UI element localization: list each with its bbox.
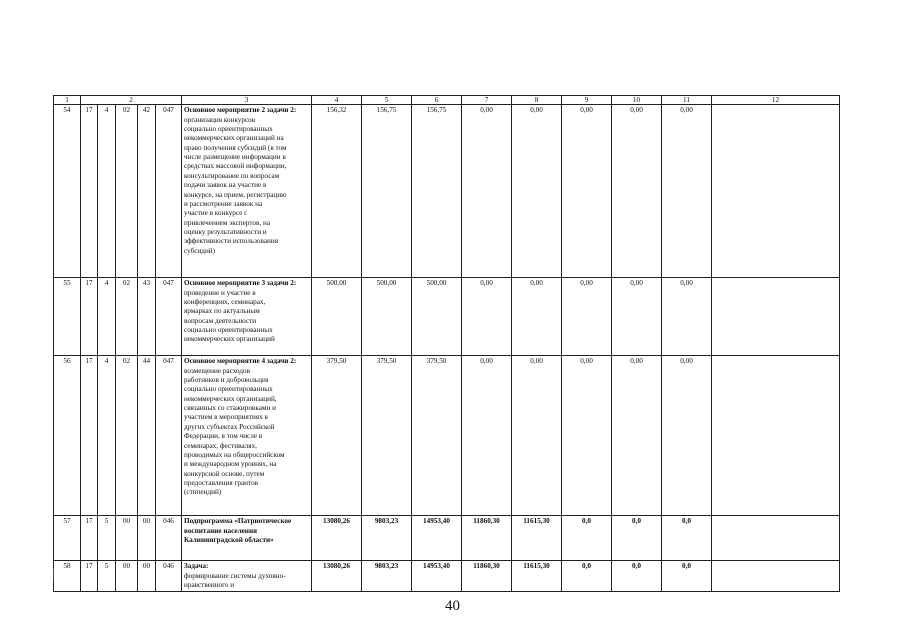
value-cell: 379,50 — [312, 356, 362, 516]
description-line: право получения субсидий (в том — [184, 143, 287, 152]
value-cell — [712, 516, 840, 561]
value-cell: 0,00 — [662, 356, 712, 516]
description-line: социально ориентированных — [184, 125, 273, 133]
value-cell: 0,00 — [512, 356, 562, 516]
value-cell: 0,00 — [562, 105, 612, 278]
value-cell: 0,00 — [462, 278, 512, 356]
description-line: консультирование по вопросам — [184, 171, 280, 180]
description-line: возмещение расходов — [184, 366, 251, 375]
description-line: некоммерческих организаций — [184, 335, 275, 344]
code-cell: 17 — [81, 278, 98, 356]
code-cell: 4 — [98, 105, 116, 278]
description-title: Основное мероприятие 2 задачи 2: — [184, 106, 297, 115]
description-line: вопросам деятельности — [184, 316, 257, 325]
value-cell — [712, 561, 840, 592]
value-cell: 11860,30 — [462, 561, 512, 592]
description-line: организация конкурсов — [184, 115, 256, 124]
value-cell: 500,00 — [312, 278, 362, 356]
value-cell: 0,0 — [612, 561, 662, 592]
description-line: и международном уровнях, на — [184, 460, 277, 469]
value-cell: 0,0 — [562, 561, 612, 592]
value-cell: 0,00 — [562, 356, 612, 516]
description-cell — [182, 561, 312, 592]
header-cell: 4 — [312, 96, 362, 105]
row-number-cell: 55 — [54, 278, 81, 356]
value-cell: 9803,23 — [362, 516, 412, 561]
header-cell: 1 — [54, 96, 81, 105]
value-cell: 156,32 — [312, 105, 362, 278]
description-title: Задача: — [184, 562, 209, 571]
row-number-cell: 57 — [54, 516, 81, 561]
description-line: подачи заявок на участие в — [184, 181, 267, 190]
code-cell: 44 — [138, 356, 156, 516]
description-line: (стипендий) — [184, 488, 222, 497]
code-cell: 17 — [81, 516, 98, 561]
row-number-cell: 58 — [54, 561, 81, 592]
value-cell: 13080,26 — [312, 516, 362, 561]
description-line: связанных со стажировками и — [184, 404, 276, 413]
table-row — [54, 278, 840, 356]
value-cell: 500,00 — [412, 278, 462, 356]
value-cell: 379,50 — [362, 356, 412, 516]
table-row — [54, 561, 840, 592]
code-cell: 00 — [138, 516, 156, 561]
value-cell — [712, 105, 840, 278]
value-cell: 0,0 — [662, 561, 712, 592]
description-cell — [182, 356, 312, 516]
value-cell: 0,00 — [662, 105, 712, 278]
header-row — [54, 96, 840, 105]
description-line: и рассмотрение заявок на — [184, 199, 263, 208]
header-cell: 2 — [81, 96, 182, 105]
page-number: 40 — [445, 598, 460, 614]
value-cell: 11860,30 — [462, 516, 512, 561]
value-cell: 14953,40 — [412, 561, 462, 592]
description-cell — [182, 105, 312, 278]
description-cell — [182, 278, 312, 356]
code-cell: 5 — [98, 516, 116, 561]
code-cell: 00 — [138, 561, 156, 592]
code-cell: 43 — [138, 278, 156, 356]
header-cell: 6 — [412, 96, 462, 105]
table-row — [54, 105, 840, 278]
code-cell: 046 — [156, 516, 182, 561]
value-cell: 0,0 — [662, 516, 712, 561]
description-line: социально ориентированных — [184, 326, 273, 335]
description-line: субсидий) — [184, 246, 216, 255]
description-line: конкурсе, на прием, регистрацию — [184, 190, 287, 199]
description-line: Федерации, в том числе в — [184, 432, 263, 441]
value-cell: 156,75 — [412, 105, 462, 278]
description-line: участием в мероприятиях в — [184, 413, 268, 422]
description-line: семинарах, фестивалях, — [184, 441, 257, 450]
description-line: оценку результативности и — [184, 227, 267, 236]
code-cell: 17 — [81, 105, 98, 278]
value-cell — [712, 356, 840, 516]
value-cell: 11615,30 — [512, 561, 562, 592]
code-cell: 4 — [98, 278, 116, 356]
value-cell: 0,00 — [612, 278, 662, 356]
value-cell: 14953,40 — [412, 516, 462, 561]
value-cell: 13080,26 — [312, 561, 362, 592]
code-cell: 02 — [116, 105, 138, 278]
description-line: числе размещение информации в — [184, 153, 286, 162]
value-cell: 0,00 — [562, 278, 612, 356]
code-cell: 047 — [156, 278, 182, 356]
value-cell: 11615,30 — [512, 516, 562, 561]
code-cell: 00 — [116, 561, 138, 592]
description-title: Основное мероприятие 4 задачи 2: — [184, 357, 297, 366]
value-cell: 0,00 — [662, 278, 712, 356]
code-cell: 047 — [156, 356, 182, 516]
code-cell: 047 — [156, 105, 182, 278]
value-cell: 0,00 — [462, 356, 512, 516]
value-cell: 9803,23 — [362, 561, 412, 592]
header-cell: 12 — [712, 96, 840, 105]
description-line: некоммерческих организаций, — [184, 394, 277, 403]
value-cell: 0,00 — [612, 105, 662, 278]
code-cell: 02 — [116, 356, 138, 516]
description-line: конкурсной основе, путем — [184, 469, 265, 478]
description-line: некоммерческих организаций на — [184, 134, 284, 143]
description-line: социально ориентированных — [184, 385, 273, 394]
description-line: средствах массовой информации, — [184, 162, 287, 171]
description-line: эффективности использования — [184, 237, 279, 246]
value-cell: 0,0 — [562, 516, 612, 561]
code-cell: 00 — [116, 516, 138, 561]
header-cell: 3 — [182, 96, 312, 105]
description-line: проведение и участие в — [184, 288, 256, 297]
code-cell: 046 — [156, 561, 182, 592]
value-cell: 500,00 — [362, 278, 412, 356]
description-line: ярмарках по актуальным — [184, 307, 260, 316]
code-cell: 02 — [116, 278, 138, 356]
row-number-cell: 56 — [54, 356, 81, 516]
code-cell: 5 — [98, 561, 116, 592]
header-cell: 11 — [662, 96, 712, 105]
table-row — [54, 356, 840, 516]
description-line: участие в конкурсе с — [184, 209, 248, 218]
header-cell: 8 — [512, 96, 562, 105]
description-line: формирование системы духовно- — [184, 571, 286, 580]
description-line: проводимых на общероссийском — [184, 450, 285, 459]
description-line: привлечением экспертов, на — [184, 218, 271, 227]
header-cell: 10 — [612, 96, 662, 105]
code-cell: 4 — [98, 356, 116, 516]
value-cell: 156,75 — [362, 105, 412, 278]
description-line: других субъектах Российской — [184, 422, 275, 431]
code-cell: 42 — [138, 105, 156, 278]
margin-mark — [53, 568, 55, 582]
description-title: Основное мероприятие 3 задачи 2: — [184, 279, 297, 288]
table-row — [54, 516, 840, 561]
description-title: Подпрограмма «Патриотическое воспитание населения Калининградской области» — [184, 517, 292, 544]
value-cell: 0,00 — [462, 105, 512, 278]
program-table — [53, 95, 840, 592]
description-line: предоставления грантов — [184, 478, 259, 487]
header-cell: 9 — [562, 96, 612, 105]
code-cell: 17 — [81, 356, 98, 516]
value-cell: 0,00 — [612, 356, 662, 516]
value-cell: 0,0 — [612, 516, 662, 561]
description-line: работников и добровольцев — [184, 376, 269, 384]
value-cell: 379,50 — [412, 356, 462, 516]
header-cell: 7 — [462, 96, 512, 105]
description-line: конференциях, семинарах, — [184, 298, 266, 306]
value-cell: 0,00 — [512, 105, 562, 278]
code-cell: 17 — [81, 561, 98, 592]
description-line: нравственного и — [184, 581, 235, 589]
value-cell: 0,00 — [512, 278, 562, 356]
description-cell — [182, 516, 312, 561]
value-cell — [712, 278, 840, 356]
row-number-cell: 54 — [54, 105, 81, 278]
header-cell: 5 — [362, 96, 412, 105]
